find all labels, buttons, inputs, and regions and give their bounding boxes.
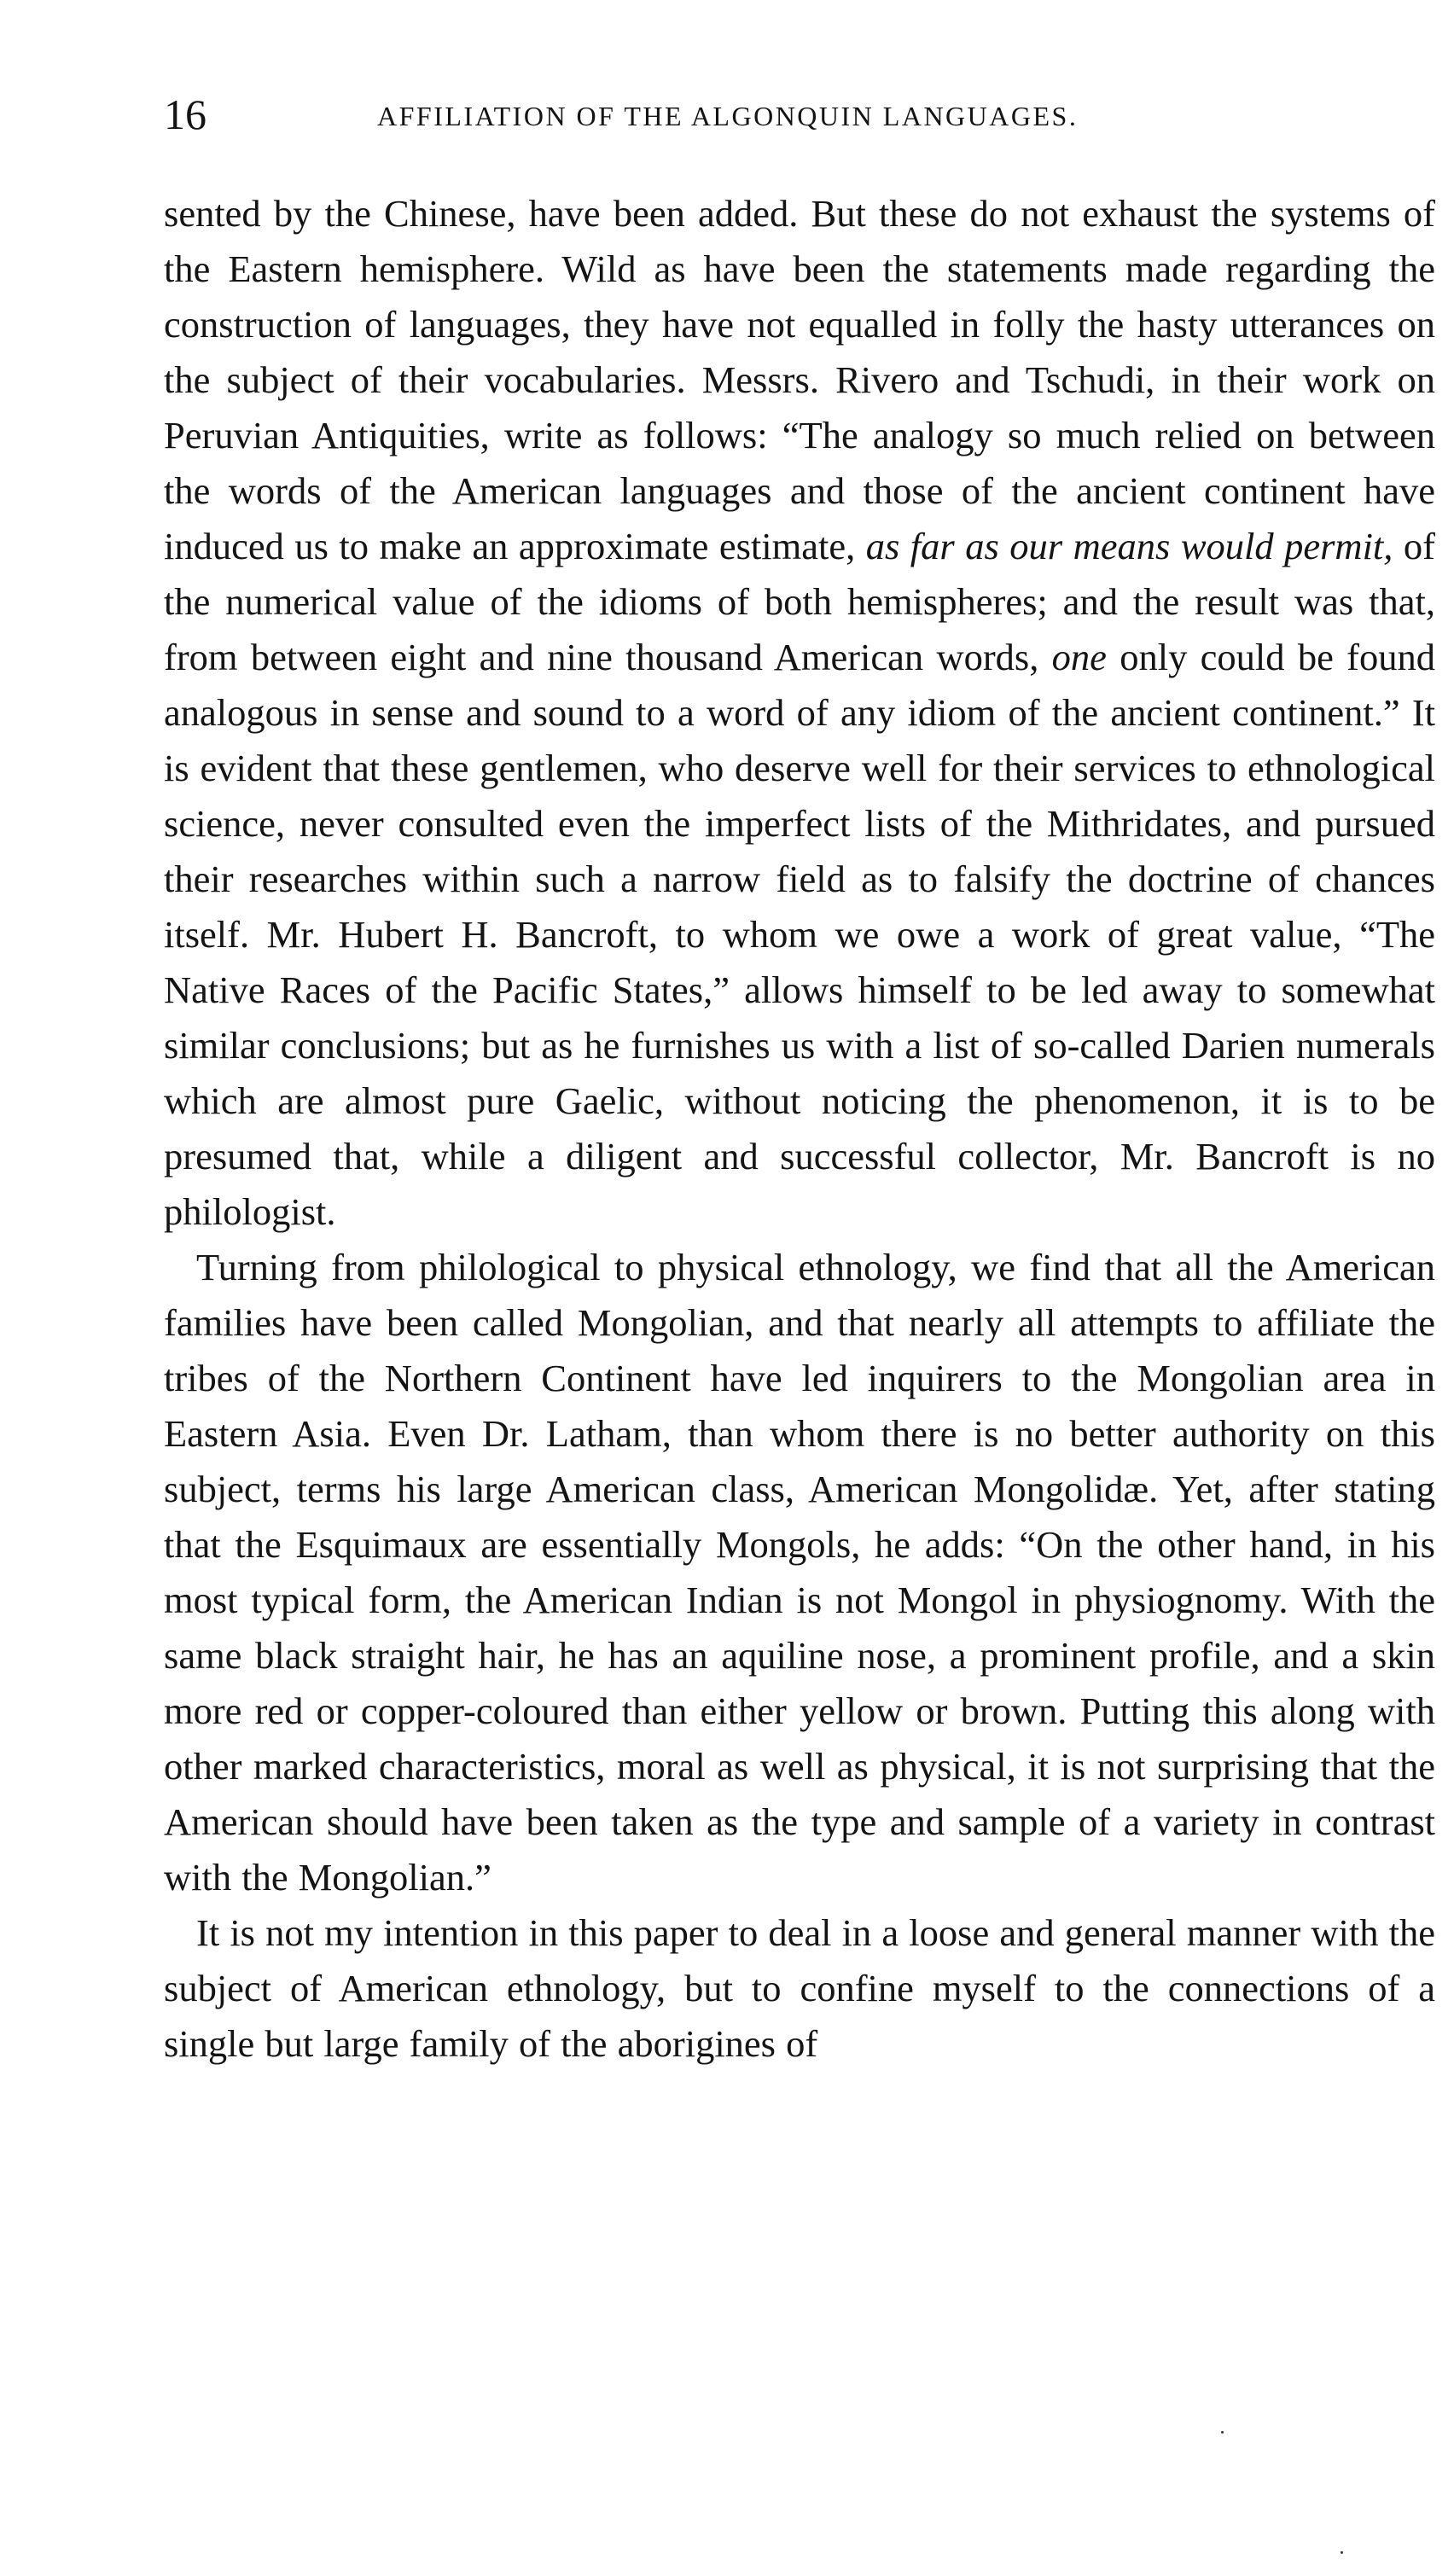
paragraph-1-italic-b: one [1051, 636, 1107, 678]
paragraph-2: Turning from philological to physical ethnology, we find that all the American families have been called Mongolian, and that nearly all attempts to affiliate the tribes of the Northern Continent have led inquirers to the Mongolian area in Eastern Asia. Even Dr. Latham, than whom there is no better authority on this subject, terms his large American class, American Mongolidæ. Yet, after stating that the Esquimaux are essentially Mongols, he adds: “On the other hand, in his most typical form, the American Indian is not Mongol in physiognomy. With the same black straight hair, he has an aquiline nose, a prominent profile, and a skin more red or copper-coloured than either yellow or brown. Putting this along with other marked characteristics, moral as well as physical, it is not surprising that the American should have been taken as the type and sample of a variety in contrast with the Mongolian.” [164, 1246, 1435, 1899]
paragraph-1-italic-a: as far as our means would permit, [865, 525, 1393, 567]
print-speck [1341, 2551, 1343, 2554]
paragraph-1-text-b: of the numerical value of the idioms of both hemispheres; and the result was that, from between eight and nine thousand American words, [164, 525, 1435, 678]
running-title: AFFILIATION OF THE ALGONQUIN LANGUAGES. [377, 101, 1079, 131]
print-speck [1221, 2431, 1224, 2434]
page-number: 16 [164, 90, 206, 138]
paragraph-3: It is not my intention in this paper to deal in a loose and general manner with the subject of American ethnology, but to confine myself to the connections of a single but large family of the aborigines of [164, 1911, 1435, 2065]
paragraph-1 [164, 186, 1435, 1240]
running-head [164, 89, 1435, 140]
paragraph-1-text-c: only could be found analogous in sense and sound to a word of any idiom of the ancient continent.” It is evident that these gentlemen, who deserve well for their services to ethnological science, never consulted even the imperfect lists of the Mithridates, and pursued their researches within such a narrow field as to falsify the doctrine of chances itself. Mr. Hubert H. Bancroft, to whom we owe a work of great value, “The Native Races of the Pacific States,” allows himself to be led away to somewhat similar conclusions; but as he furnishes us with a list of so-called Darien numerals which are almost pure Gaelic, without noticing the phenomenon, it is to be presumed that, while a diligent and successful collector, Mr. Bancroft is no philologist. [164, 636, 1435, 1233]
body-text [164, 186, 1435, 2072]
paragraph-1-text-a: sented by the Chinese, have been added. But these do not exhaust the systems of the Eastern hemisphere. Wild as have been the statements made regarding the construction of languages, they have not equalled in folly the hasty utterances on the subject of their vocabularies. Messrs. Rivero and Tschudi, in their work on Peruvian Antiquities, write as follows: “The analogy so much relied on between the words of the American languages and those of the ancient continent have induced us to make an approximate estimate, [164, 192, 1435, 567]
